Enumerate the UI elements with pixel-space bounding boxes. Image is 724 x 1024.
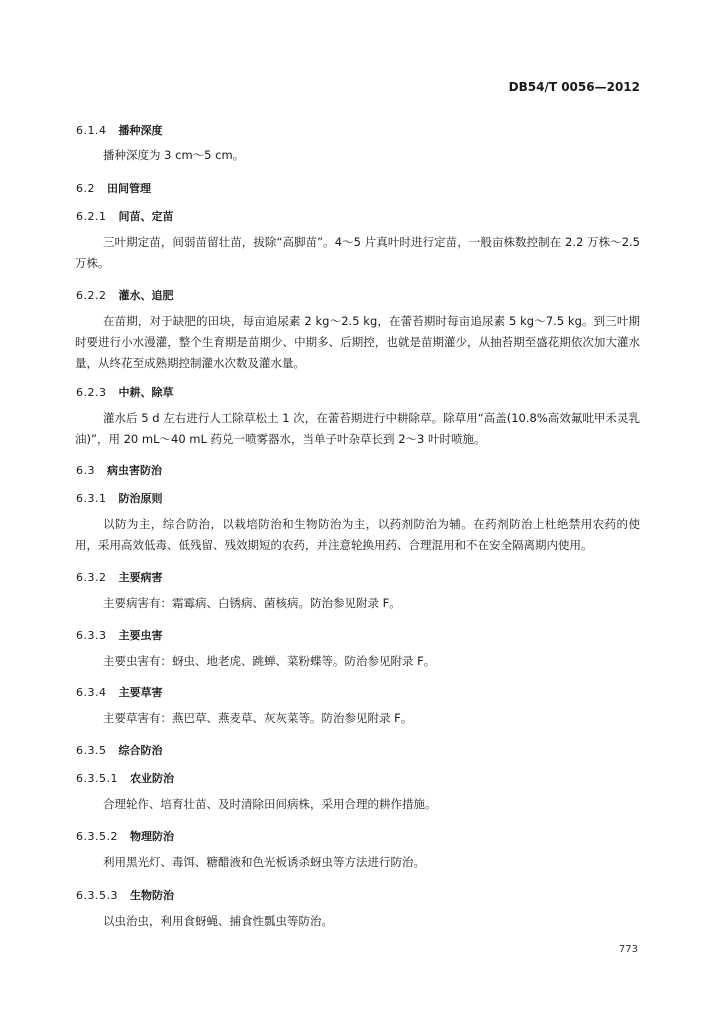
paragraph: 灌水后 5 d 左右进行人工除草松土 1 次，在蕾苔期进行中耕除草。除草用“高盖(10.8%高效氟吡甲禾灵乳油)”，用 20 mL～40 mL 药兑一喷雾器水，当单子叶杂草长到 2～3 叶时喷施。	[75, 411, 640, 446]
doc-code-header: DB54/T 0056—2012	[508, 80, 640, 94]
section-title: 播种深度	[118, 124, 163, 137]
heading-6-3-3	[76, 627, 163, 643]
section-title: 中耕、除草	[118, 386, 174, 399]
paragraph: 播种深度为 3 cm～5 cm。	[103, 148, 245, 162]
section-number: 6.2.1	[76, 210, 107, 223]
section-number: 6.3.1	[76, 492, 107, 505]
heading-6-3-5-2	[76, 828, 174, 844]
paragraph: 合理轮作、培育壮苗、及时清除田间病株，采用合理的耕作措施。	[103, 797, 437, 811]
heading-6-3-5-1	[76, 770, 174, 786]
section-title: 防治原则	[118, 492, 163, 505]
paragraph: 主要病害有：霜霉病、白锈病、菌核病。防治参见附录 F。	[103, 596, 401, 610]
section-number: 6.3.5.1	[76, 772, 118, 785]
section-number: 6.2	[76, 182, 95, 195]
section-number: 6.3.5.2	[76, 830, 118, 843]
section-title: 生物防治	[129, 889, 174, 902]
section-number: 6.1.4	[76, 124, 107, 137]
heading-6-3-5	[76, 742, 163, 758]
section-title: 农业防治	[129, 772, 174, 785]
section-number: 6.3	[76, 464, 95, 477]
heading-6-1-4	[76, 122, 163, 138]
paragraph: 主要草害有：燕巴草、燕麦草、灰灰菜等。防治参见附录 F。	[103, 711, 413, 725]
heading-6-3-1	[76, 490, 163, 506]
paragraph: 在苗期，对于缺肥的田块，每亩追尿素 2 kg～2.5 kg，在蕾苔期时每亩追尿素 5 kg～7.5 kg。到三叶期时要进行小水漫灌，整个生育期是苗期少、中期多、后期控，也就是苗期灌少，从抽苔期至盛花期依次加大灌水量，从终花至成熟期控制灌水次数及灌水量。	[75, 314, 640, 370]
section-title: 灌水、追肥	[118, 289, 174, 302]
heading-6-3	[76, 462, 162, 478]
section-number: 6.3.5.3	[76, 889, 118, 902]
heading-6-2-1	[76, 208, 174, 224]
paragraph: 主要虫害有：蚜虫、地老虎、跳蝉、菜粉蝶等。防治参见附录 F。	[103, 654, 436, 668]
paragraph: 利用黑光灯、毒饵、糖醋液和色光板诱杀蚜虫等方法进行防治。	[103, 855, 425, 869]
section-number: 6.3.3	[76, 629, 107, 642]
paragraph: 以虫治虫，利用食蚜蝇、捕食性瓢虫等防治。	[103, 914, 333, 928]
section-number: 6.3.2	[76, 571, 107, 584]
section-number: 6.3.4	[76, 686, 107, 699]
paragraph: 三叶期定苗，间弱苗留壮苗，拔除“高脚苗”。4～5 片真叶时进行定苗，一般亩株数控制在 2.2 万株～2.5 万株。	[75, 235, 640, 270]
section-number: 6.2.3	[76, 386, 107, 399]
section-title: 综合防治	[118, 744, 163, 757]
section-title: 病虫害防治	[107, 464, 162, 477]
heading-6-3-5-3	[76, 887, 174, 903]
section-title: 主要草害	[118, 686, 163, 699]
heading-6-3-2	[76, 569, 163, 585]
heading-6-3-4	[76, 684, 163, 700]
section-title: 间苗、定苗	[118, 210, 174, 223]
page-number: 773	[618, 944, 638, 955]
section-title: 主要虫害	[118, 629, 163, 642]
section-title: 主要病害	[118, 571, 163, 584]
section-title: 田间管理	[107, 182, 151, 195]
heading-6-2	[76, 180, 151, 196]
paragraph: 以防为主，综合防治，以栽培防治和生物防治为主，以药剂防治为辅。在药剂防治上杜绝禁用农药的使用，采用高效低毒、低残留、残效期短的农药，并注意轮换用药、合理混用和不在安全隔离期内使用。	[75, 517, 640, 552]
section-number: 6.2.2	[76, 289, 107, 302]
section-number: 6.3.5	[76, 744, 107, 757]
section-title: 物理防治	[129, 830, 174, 843]
heading-6-2-3	[76, 384, 174, 400]
heading-6-2-2	[76, 287, 174, 303]
